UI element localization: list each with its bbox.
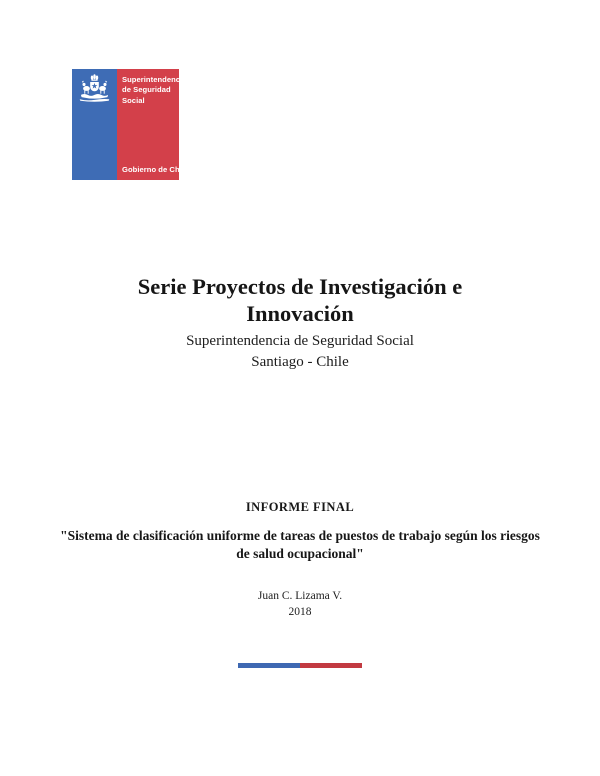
logo-org-name [122,75,187,106]
subtitle-organization: Superintendencia de Seguridad Social [186,333,414,350]
page-title [0,273,600,327]
logo-org-line: Superintendencia [122,75,187,84]
sss-logo [72,69,189,180]
logo-government-label: Gobierno de Chile [122,165,189,174]
page-title-line2: Innovación [246,301,354,327]
flag-bar-red [300,663,362,668]
author-block [0,588,600,620]
footer-flag-bar [238,663,362,668]
project-title-line1: "Sistema de clasificación uniforme de tareas de puestos de trabajo según los [60,528,497,543]
logo-blue-panel [72,69,117,180]
flag-bar-blue [238,663,300,668]
project-title-line2: riesgos de salud ocupacional" [236,528,540,562]
logo-org-line: de Seguridad [122,85,171,95]
title-block [0,273,600,373]
publication-year: 2018 [288,606,312,619]
subtitle-location: Santiago - Chile [251,354,349,371]
author-name: Juan C. Lizama V. [257,590,343,602]
logo-org-line: Social [122,95,145,105]
chile-coat-of-arms-icon [76,74,113,106]
project-title [60,527,540,563]
subtitle [0,331,600,373]
page-title-line1: Serie Proyectos de Investigación e [137,274,463,299]
logo-red-panel [117,69,189,180]
report-heading: INFORME FINAL [245,500,355,514]
